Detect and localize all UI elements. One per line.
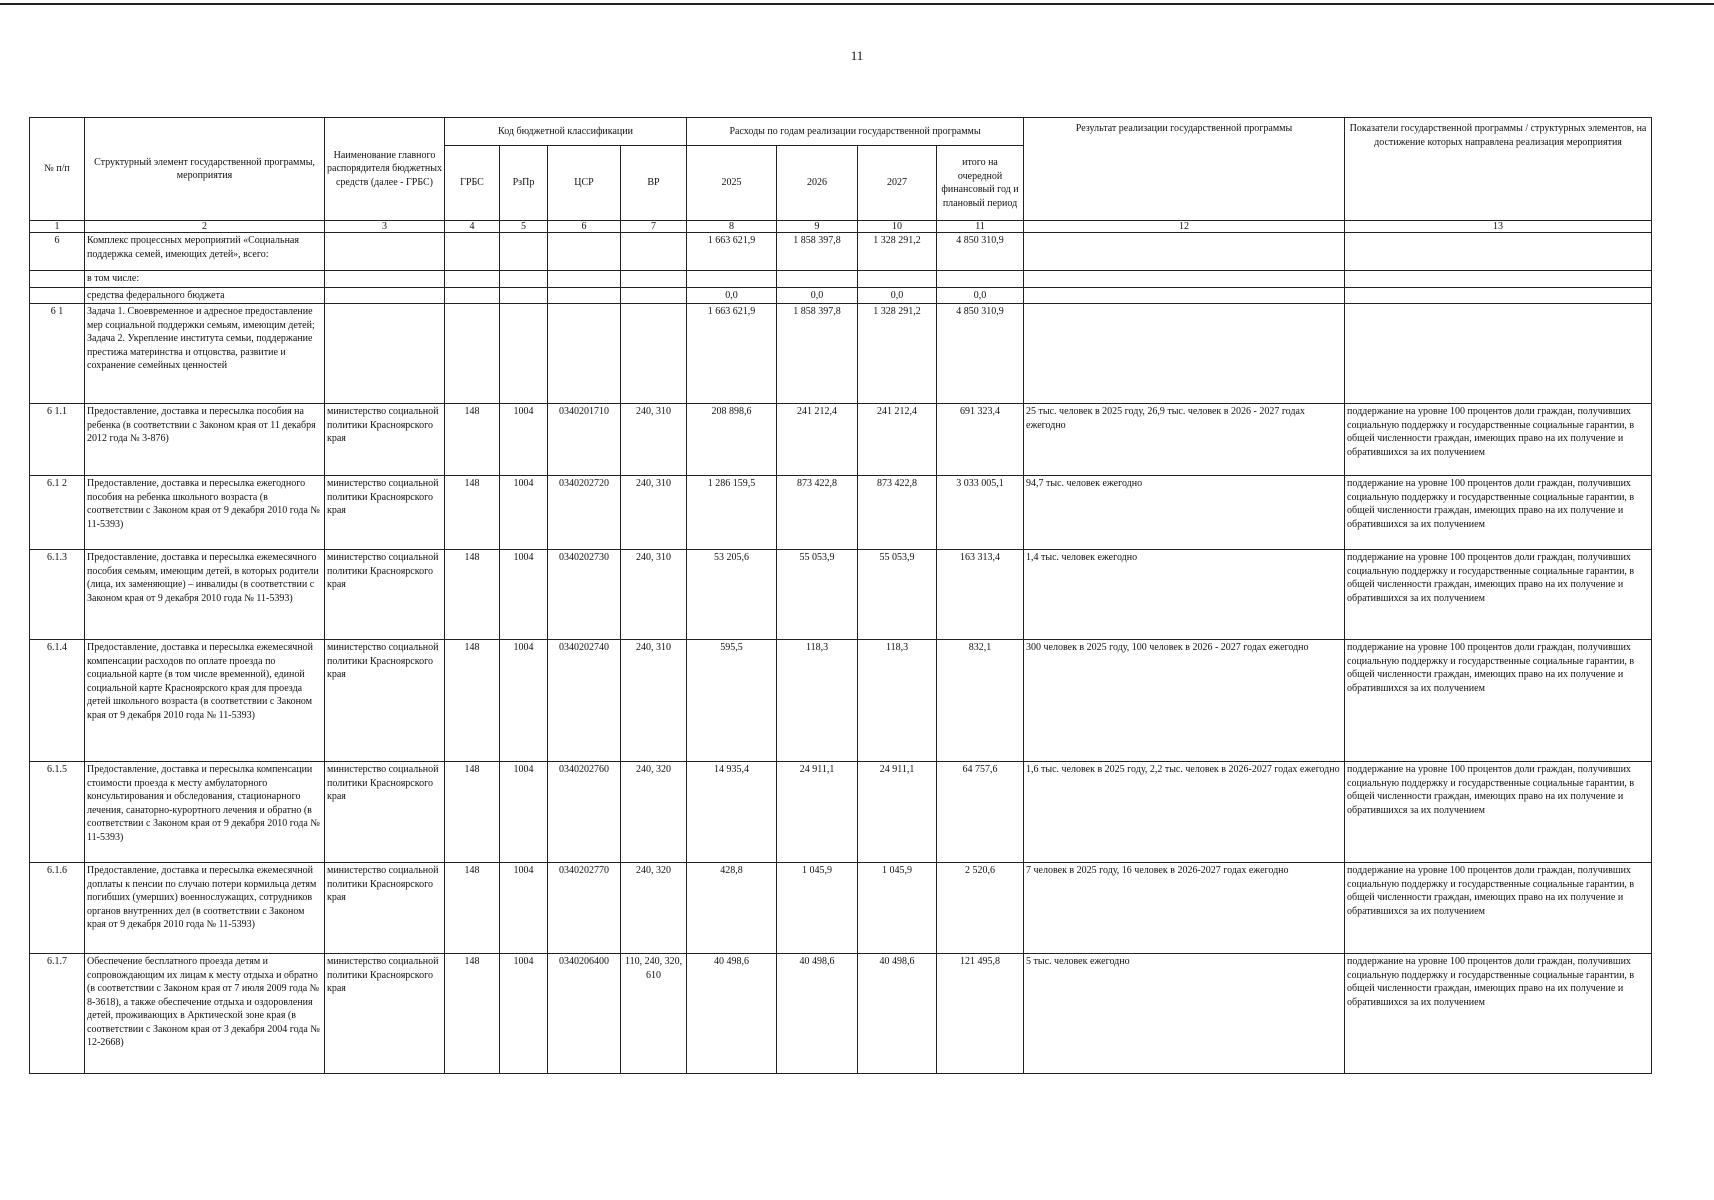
row-csr: 0340202730: [548, 550, 621, 640]
row-grbs-name: министерство социальной политики Красноярского края: [325, 762, 445, 863]
row-grbs: 148: [445, 863, 500, 954]
top-rule: [0, 3, 1714, 5]
row-result: 7 человек в 2025 году, 16 человек в 2026-2027 годах ежегодно: [1024, 863, 1345, 954]
measure-row: [30, 762, 1652, 863]
task-2027: 1 328 291,2: [858, 304, 937, 404]
header-num: № п/п: [30, 118, 85, 221]
header-result: Результат реализации государственной программы: [1024, 118, 1345, 221]
row-grbs: 148: [445, 476, 500, 550]
row-total: 832,1: [937, 640, 1024, 762]
row-result: 1,6 тыс. человек в 2025 году, 2,2 тыс. человек в 2026-2027 годах ежегодно: [1024, 762, 1345, 863]
row-vr: 240, 310: [621, 550, 687, 640]
header-indicators: Показатели государственной программы / структурных элементов, на достижение которых направлена реализация мероприятия: [1345, 118, 1652, 221]
row-indicator: поддержание на уровне 100 процентов доли граждан, получивших социальную поддержку и государственные социальные гарантии, в общей численности граждан, имеющих право на их получение и обратившихся за их получением: [1345, 550, 1652, 640]
header-2027: 2027: [858, 146, 937, 221]
row-rzpr: 1004: [500, 476, 548, 550]
task-row: [30, 304, 1652, 404]
row-2026: 40 498,6: [777, 954, 858, 1074]
row-2027: 1 045,9: [858, 863, 937, 954]
column-number: 9: [777, 221, 858, 233]
row-grbs: 148: [445, 550, 500, 640]
federal-2025: 0,0: [687, 287, 777, 304]
column-number: 1: [30, 221, 85, 233]
row-result: 1,4 тыс. человек ежегодно: [1024, 550, 1345, 640]
header-total: итого на очередной финансовый год и плановый период: [937, 146, 1024, 221]
row-2027: 873 422,8: [858, 476, 937, 550]
row-vr: 110, 240, 320, 610: [621, 954, 687, 1074]
row-2026: 118,3: [777, 640, 858, 762]
measure-row: [30, 550, 1652, 640]
column-number: 11: [937, 221, 1024, 233]
row-vr: 240, 320: [621, 863, 687, 954]
row-2026: 24 911,1: [777, 762, 858, 863]
task-2025: 1 663 621,9: [687, 304, 777, 404]
row-grbs: 148: [445, 762, 500, 863]
row-csr: 0340206400: [548, 954, 621, 1074]
row-grbs: 148: [445, 404, 500, 476]
header-element: Структурный элемент государственной программы, мероприятия: [85, 118, 325, 221]
page-number: 11: [850, 48, 864, 63]
row-rzpr: 1004: [500, 550, 548, 640]
row-indicator: поддержание на уровне 100 процентов доли граждан, получивших социальную поддержку и государственные социальные гарантии, в общей численности граждан, имеющих право на их получение и обратившихся за их получением: [1345, 476, 1652, 550]
complex-total: 4 850 310,9: [937, 233, 1024, 271]
task-2026: 1 858 397,8: [777, 304, 858, 404]
row-grbs-name: министерство социальной политики Красноярского края: [325, 863, 445, 954]
task-total: 4 850 310,9: [937, 304, 1024, 404]
row-2025: 53 205,6: [687, 550, 777, 640]
row-2025: 40 498,6: [687, 954, 777, 1074]
federal-2026: 0,0: [777, 287, 858, 304]
column-number: 3: [325, 221, 445, 233]
row-total: 163 313,4: [937, 550, 1024, 640]
row-indicator: поддержание на уровне 100 процентов доли граждан, получивших социальную поддержку и государственные социальные гарантии, в общей численности граждан, имеющих право на их получение и обратившихся за их получением: [1345, 404, 1652, 476]
measure-row: [30, 863, 1652, 954]
complex-2027: 1 328 291,2: [858, 233, 937, 271]
row-element: Предоставление, доставка и пересылка компенсации стоимости проезда к месту амбулаторного консультирования и обследования, стационарного лечения, санаторно-курортного лечения и обратно (в соответствии с Законом края от 9 декабря 2010 года № 11-5393): [85, 762, 325, 863]
row-total: 2 520,6: [937, 863, 1024, 954]
column-number: 4: [445, 221, 500, 233]
row-rzpr: 1004: [500, 863, 548, 954]
row-2027: 241 212,4: [858, 404, 937, 476]
row-grbs-name: министерство социальной политики Красноярского края: [325, 476, 445, 550]
row-element: Обеспечение бесплатного проезда детям и сопровождающим их лицам к месту отдыха и обратно (в соответствии с Законом края от 7 июля 2009 года № 8-3618), а также обеспечение отдыха и оздоровления детей, проживающих в Арктической зоне края (в соответствии с Законом края от 3 декабря 2004 года № 12-2668): [85, 954, 325, 1074]
row-rzpr: 1004: [500, 762, 548, 863]
row-num: 6.1.7: [30, 954, 85, 1074]
row-2026: 873 422,8: [777, 476, 858, 550]
row-total: 691 323,4: [937, 404, 1024, 476]
measure-row: [30, 476, 1652, 550]
column-number: 5: [500, 221, 548, 233]
task-text: Задача 1. Своевременное и адресное предоставление мер социальной поддержки семьям, имеющим детей; Задача 2. Укрепление института семьи, поддержание престижа материнства и отцовства, развитие и сохранение семейных ценностей: [85, 304, 325, 404]
header-kbk-group: Код бюджетной классификации: [445, 118, 687, 146]
row-rzpr: 1004: [500, 640, 548, 762]
row-grbs-name: министерство социальной политики Красноярского края: [325, 640, 445, 762]
header-vr: ВР: [621, 146, 687, 221]
header-2026: 2026: [777, 146, 858, 221]
column-number: 13: [1345, 221, 1652, 233]
row-csr: 0340202770: [548, 863, 621, 954]
row-element: Предоставление, доставка и пересылка пособия на ребенка (в соответствии с Законом края от 11 декабря 2012 года № 3-876): [85, 404, 325, 476]
column-number: 6: [548, 221, 621, 233]
complex-2026: 1 858 397,8: [777, 233, 858, 271]
row-rzpr: 1004: [500, 954, 548, 1074]
row-total: 64 757,6: [937, 762, 1024, 863]
complex-num: 6: [30, 233, 85, 271]
row-2025: 14 935,4: [687, 762, 777, 863]
row-2025: 428,8: [687, 863, 777, 954]
row-total: 121 495,8: [937, 954, 1024, 1074]
row-element: Предоставление, доставка и пересылка ежемесячного пособия семьям, имеющим детей, в которых родители (лица, их заменяющие) – инвалиды (в соответствии с Законом края от 9 декабря 2010 года № 11-5393): [85, 550, 325, 640]
measure-row: [30, 640, 1652, 762]
row-vr: 240, 310: [621, 404, 687, 476]
program-table: [29, 117, 1652, 1074]
measure-row: [30, 954, 1652, 1074]
row-element: Предоставление, доставка и пересылка ежемесячной доплаты к пенсии по случаю потери кормильца детям погибших (умерших) военнослужащих, сотрудников органов внутренних дел (в соответствии с Законом края от 9 декабря 2010 года № 11-5393): [85, 863, 325, 954]
task-num: 6 1: [30, 304, 85, 404]
row-grbs-name: министерство социальной политики Красноярского края: [325, 404, 445, 476]
row-2027: 55 053,9: [858, 550, 937, 640]
row-indicator: поддержание на уровне 100 процентов доли граждан, получивших социальную поддержку и государственные социальные гарантии, в общей численности граждан, имеющих право на их получение и обратившихся за их получением: [1345, 863, 1652, 954]
row-2027: 24 911,1: [858, 762, 937, 863]
row-vr: 240, 310: [621, 640, 687, 762]
row-grbs-name: министерство социальной политики Красноярского края: [325, 954, 445, 1074]
row-result: 25 тыс. человек в 2025 году, 26,9 тыс. человек в 2026 - 2027 годах ежегодно: [1024, 404, 1345, 476]
row-result: 5 тыс. человек ежегодно: [1024, 954, 1345, 1074]
column-number: 8: [687, 221, 777, 233]
row-csr: 0340202740: [548, 640, 621, 762]
row-num: 6.1 2: [30, 476, 85, 550]
row-element: Предоставление, доставка и пересылка ежегодного пособия на ребенка школьного возраста (в соответствии с Законом края от 9 декабря 2010 года № 11-5393): [85, 476, 325, 550]
header-2025: 2025: [687, 146, 777, 221]
row-2026: 1 045,9: [777, 863, 858, 954]
row-2027: 118,3: [858, 640, 937, 762]
row-num: 6 1.1: [30, 404, 85, 476]
measure-row: [30, 404, 1652, 476]
row-2025: 1 286 159,5: [687, 476, 777, 550]
row-indicator: поддержание на уровне 100 процентов доли граждан, получивших социальную поддержку и государственные социальные гарантии, в общей численности граждан, имеющих право на их получение и обратившихся за их получением: [1345, 640, 1652, 762]
row-2025: 595,5: [687, 640, 777, 762]
federal-budget-row: [30, 287, 1652, 304]
column-number: 7: [621, 221, 687, 233]
header-rzpr: РзПр: [500, 146, 548, 221]
row-element: Предоставление, доставка и пересылка ежемесячной компенсации расходов по оплате проезда по социальной карте (в том числе временной), единой социальной карте Красноярского края для проезда детей школьного возраста (в соответствии с Законом края от 9 декабря 2010 года № 11-5393): [85, 640, 325, 762]
row-2027: 40 498,6: [858, 954, 937, 1074]
row-vr: 240, 310: [621, 476, 687, 550]
complex-row: [30, 233, 1652, 271]
row-csr: 0340202720: [548, 476, 621, 550]
row-num: 6.1.3: [30, 550, 85, 640]
row-total: 3 033 005,1: [937, 476, 1024, 550]
row-indicator: поддержание на уровне 100 процентов доли граждан, получивших социальную поддержку и государственные социальные гарантии, в общей численности граждан, имеющих право на их получение и обратившихся за их получением: [1345, 762, 1652, 863]
row-2026: 55 053,9: [777, 550, 858, 640]
complex-2025: 1 663 621,9: [687, 233, 777, 271]
federal-total: 0,0: [937, 287, 1024, 304]
row-grbs-name: министерство социальной политики Красноярского края: [325, 550, 445, 640]
header-grbs: ГРБС: [445, 146, 500, 221]
row-num: 6.1.5: [30, 762, 85, 863]
row-csr: 0340201710: [548, 404, 621, 476]
row-result: 300 человек в 2025 году, 100 человек в 2026 - 2027 годах ежегодно: [1024, 640, 1345, 762]
row-2026: 241 212,4: [777, 404, 858, 476]
header-csr: ЦСР: [548, 146, 621, 221]
row-grbs: 148: [445, 954, 500, 1074]
row-num: 6.1.6: [30, 863, 85, 954]
column-number: 10: [858, 221, 937, 233]
federal-2027: 0,0: [858, 287, 937, 304]
column-numbers-row: [30, 221, 1652, 233]
header-grbs-name: Наименование главного распорядителя бюджетных средств (далее - ГРБС): [325, 118, 445, 221]
header-expenses-group: Расходы по годам реализации государственной программы: [687, 118, 1024, 146]
including-label: в том числе:: [85, 271, 325, 288]
row-csr: 0340202760: [548, 762, 621, 863]
including-row: [30, 271, 1652, 288]
row-rzpr: 1004: [500, 404, 548, 476]
complex-title: Комплекс процессных мероприятий «Социальная поддержка семей, имеющих детей», всего:: [85, 233, 325, 271]
row-num: 6.1.4: [30, 640, 85, 762]
row-result: 94,7 тыс. человек ежегодно: [1024, 476, 1345, 550]
row-vr: 240, 320: [621, 762, 687, 863]
row-2025: 208 898,6: [687, 404, 777, 476]
row-indicator: поддержание на уровне 100 процентов доли граждан, получивших социальную поддержку и государственные социальные гарантии, в общей численности граждан, имеющих право на их получение и обратившихся за их получением: [1345, 954, 1652, 1074]
row-grbs: 148: [445, 640, 500, 762]
column-number: 12: [1024, 221, 1345, 233]
column-number: 2: [85, 221, 325, 233]
federal-label: средства федерального бюджета: [85, 287, 325, 304]
